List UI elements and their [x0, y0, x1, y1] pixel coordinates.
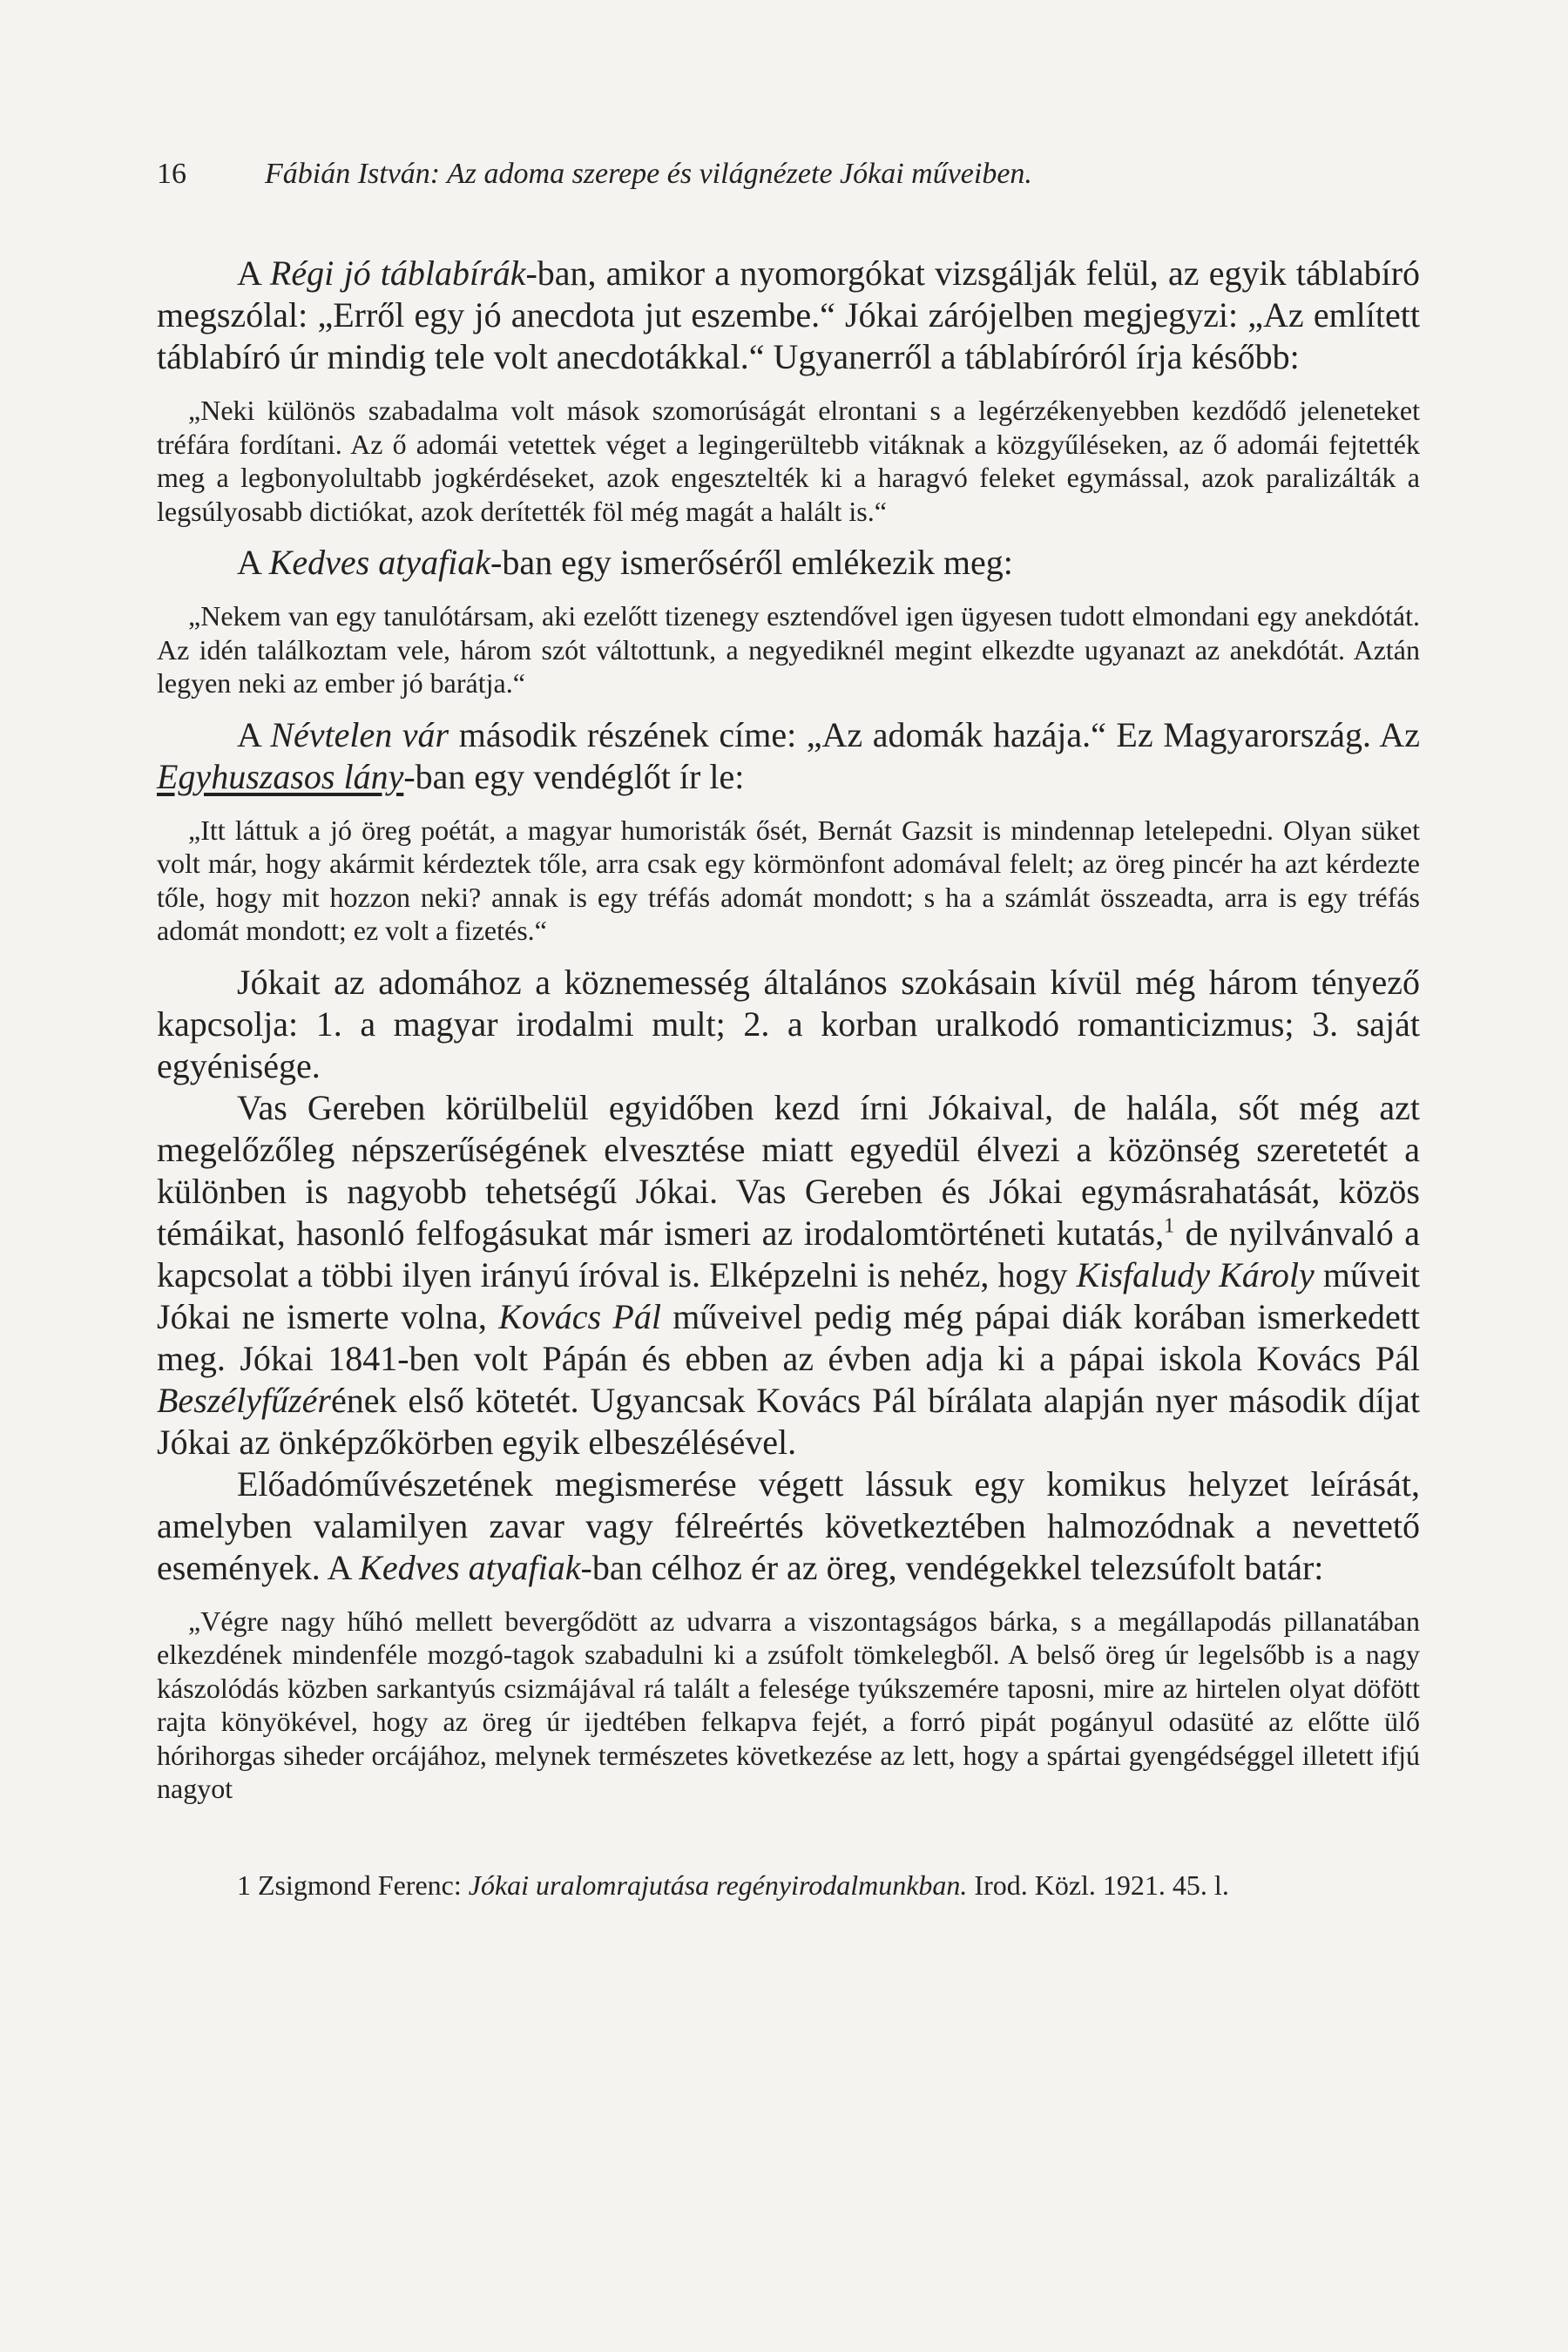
- page-number: 16: [157, 158, 186, 190]
- footnote-spacer: [157, 1820, 1420, 1869]
- paragraph-3: A Névtelen vár második részének címe: „Az adomák hazája.“ Ez Magyarország. Az Egyhuszasos lány-ban egy vendéglőt ír le:: [157, 714, 1421, 796]
- footnote: 1 Zsigmond Ferenc: Jókai uralomrajutása regényirodalmunkban. Irod. Közl. 1921. 45. l.: [237, 1869, 1229, 1901]
- author-name: Kisfaludy Károly: [1076, 1254, 1315, 1294]
- work-title: Régi jó táblabírák: [269, 253, 526, 293]
- paragraph-1: A Régi jó táblabírák-ban, amikor a nyomorgókat vizsgálják felül, az egyik táblabíró megszólal: „Erről egy jó anecdota jut eszembe.“ Jókai zárójelben megjegyzi: „Az említett táblabíró úr mindig tele volt anecdotákkal.“ Ugyanerről a táblabíróról írja később:: [157, 253, 1421, 376]
- running-header: [157, 155, 1429, 193]
- paragraph-6: Előadóművészetének megismerése végett lássuk egy komikus helyzet leírását, amelyben valamilyen zavar vagy félreértés következtében halmozódnak a nevettető események. A Kedves atyafiak-ban célhoz ér az öreg, vendégekkel telezsúfolt batár:: [157, 1463, 1420, 1587]
- page-body: [157, 253, 1420, 1902]
- quote-2: „Nekem van egy tanulótársam, aki ezelőtt tizenegy esztendővel igen ügyesen tudott elmondani egy anekdótát. Az idén találkoztam vele, három szót váltottunk, a negyediknél megint elkezdte ugyanazt az anekdótát. Aztán legyen neki az ember jó barátja.“: [157, 600, 1420, 699]
- paragraph-2: A Kedves atyafiak-ban egy ismerőséről emlékezik meg:: [237, 543, 1013, 582]
- work-title: Egyhuszasos lány: [157, 756, 404, 796]
- footnote-mark: 1: [237, 1869, 251, 1901]
- cited-title: Jókai uralomrajutása regényirodalmunkban.: [468, 1869, 968, 1901]
- running-title: Fábián István: Az adoma szerepe és világnézete Jókai műveiben.: [265, 158, 1032, 190]
- work-title: Névtelen vár: [270, 714, 449, 754]
- quote-4: „Végre nagy hűhó mellett bevergődött az udvarra a viszontagságos bárka, s a megállapodás pillanatában elkezdének mindenféle mozgó-tagok szabadulni ki a zsúfolt tömkelegből. A belső öreg úr legelsőbb is a nagy kászolódás közben sarkantyús csizmájával rá talált a felesége tyúkszemére taposni, mire az hirtelen olyat döfött rajta könyökével, hogy az öreg úr ijedtében felkapva fejét, a forró pipát pogányul odasüté az előtte ülő hórihorgas siheder orcájához, melynek természetes következése az lett, hogy a spártai gyengédséggel illetett ifjú nagyot: [157, 1605, 1420, 1804]
- footnote-ref: 1: [1164, 1214, 1175, 1238]
- author-name: Kovács Pál: [498, 1296, 661, 1336]
- work-title: Kedves atyafiak: [268, 543, 491, 582]
- work-title: Kedves atyafiak: [359, 1547, 581, 1587]
- paragraph-4: Jókait az adomához a köznemesség általános szokásain kívül még három tényező kapcsolja: 1. a magyar irodalmi mult; 2. a korban uralkodó romanticizmus; 3. saját egyénisége.: [157, 962, 1420, 1085]
- work-title: Beszélyfűzér: [157, 1380, 331, 1420]
- quote-1: „Neki különös szabadalma volt mások szomorúságát elrontani s a legérzékenyebben kezdődő jeleneteket tréfára fordítani. Az ő adomái vetettek véget a legingerültebb vitáknak a közgyűléseken, az ő adomái fejtették meg a legbonyolultabb jogkérdéseket, azok engesztelték ki a haragvó feleket egymással, azok paralizálták a legsúlyosabb dictiókat, azok derítették föl még magát a halált is.“: [157, 395, 1420, 527]
- quote-3: „Itt láttuk a jó öreg poétát, a magyar humoristák ősét, Bernát Gazsit is mindennap letelepedni. Olyan süket volt már, hogy akármit kérdeztek tőle, arra csak egy körmönfont adomával felelt; az öreg pincér ha azt kérdezte tőle, hogy mit hozzon neki? annak is egy tréfás adomát mondott; s ha a számlát összeadta, arra is egy tréfás adomát mondott; ez volt a fizetés.“: [157, 814, 1420, 946]
- paragraph-5: Vas Gereben körülbelül egyidőben kezd írni Jókaival, de halála, sőt még azt megelőzőleg népszerűségének elvesztése miatt egyedül élvezi a közönség szeretetét a különben is nagyobb tehetségű Jókai. Vas Gereben és Jókai egymásrahatását, közös témáikat, hasonló felfogásukat már ismeri az irodalomtörténeti kutatás,$^1$ de nyilvánvaló a kapcsolat a többi ilyen irányú íróval is. Elképzelni is nehéz, hogy Kisfaludy Károly műveit Jókai ne ismerte volna, Kovács Pál műveivel pedig még pápai diák korában ismerkedett meg. Jókai 1841-ben volt Pápán és ebben az évben adja ki a pápai iskola Kovács Pál Beszélyfűzérének első kötetét. Ugyancsak Kovács Pál bírálata alapján nyer második díjat Jókai az önképzőkörben egyik elbeszélésével.: [157, 1087, 1421, 1462]
